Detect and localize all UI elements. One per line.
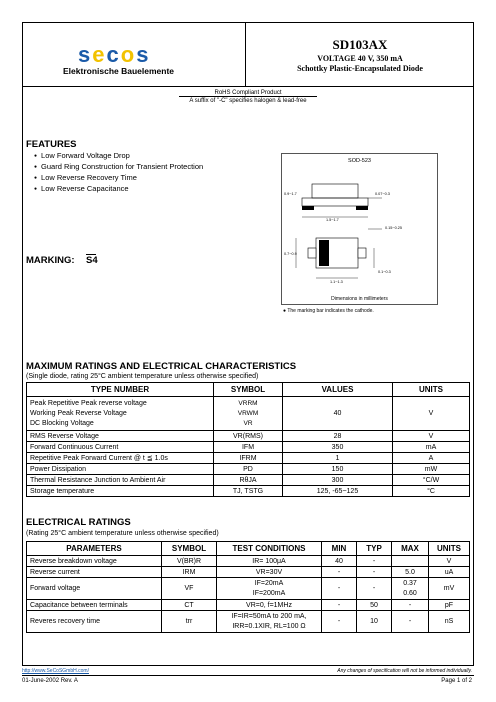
param-cell: Reveres recovery time (27, 611, 162, 633)
param-line: Working Peak Reverse Voltage (30, 409, 127, 417)
symbol-line: VRRM (238, 399, 258, 407)
page-number: Page 1 of 2 (441, 678, 472, 684)
unit-cell: mW (393, 464, 470, 475)
symbol-cell: V(BR)R (162, 556, 217, 567)
feature-item: ● Low Reverse Capacitance (34, 184, 203, 195)
condition-cell (217, 611, 322, 633)
symbol-line: VR (243, 419, 253, 427)
unit-cell: mV (429, 578, 470, 600)
logo-subtitle: Elektronische Bauelemente (63, 66, 175, 76)
dim-label: 1.1~1.3 (330, 280, 343, 284)
unit-cell: pF (429, 600, 470, 611)
package-outline-svg (282, 154, 437, 304)
dim-label: 0.9~1.7 (284, 192, 297, 196)
param-line: DC Blocking Voltage (30, 419, 94, 427)
symbol-cell: IRM (162, 567, 217, 578)
col-header: SYMBOL (214, 383, 283, 397)
dim-label: 0.7~0.9 (284, 252, 297, 256)
dim-label: 1.5~1.7 (326, 218, 339, 222)
min-cell: - (322, 611, 357, 633)
min-cell: 40 (322, 556, 357, 567)
col-header: UNITS (393, 383, 470, 397)
unit-cell: °C (393, 486, 470, 497)
param-cell (27, 397, 214, 431)
col-header: MAX (392, 542, 429, 556)
param-line: Peak Repetitive Peak reverse voltage (30, 399, 147, 407)
symbol-line: VRWM (237, 409, 259, 417)
dim-label: 0.07~0.3 (375, 192, 390, 196)
package-drawing (281, 153, 438, 305)
table-row (27, 431, 470, 442)
symbol-cell: RθJA (214, 475, 283, 486)
website-link[interactable]: http://www.SeCoSGmbH.com/ (22, 668, 89, 674)
feature-item: ● Low Forward Voltage Drop (34, 151, 203, 162)
max-cell (392, 578, 429, 600)
max-cell: 5.0 (392, 567, 429, 578)
param-cell: Reverse breakdown voltage (27, 556, 162, 567)
elec-ratings-table (26, 541, 470, 633)
col-header: VALUES (283, 383, 393, 397)
col-header: SYMBOL (162, 542, 217, 556)
condition-line: IF=IR=50mA to 200 mA, (231, 612, 307, 620)
value-cell: 28 (283, 431, 393, 442)
symbol-cell: CT (162, 600, 217, 611)
table-row (27, 556, 470, 567)
max-line: 0.60 (403, 589, 417, 597)
marking-value: S4 (86, 255, 98, 266)
rohs-line2: A suffix of "-C" specifies halogen & lead-free (189, 98, 307, 104)
condition-cell: IR= 100μA (217, 556, 322, 567)
value-cell: 300 (283, 475, 393, 486)
condition-line: IRR=0.1XIR, RL=100 Ω (232, 622, 306, 630)
cathode-note: ● The marking bar indicates the cathode. (283, 308, 374, 314)
col-header: TYPE NUMBER (27, 383, 214, 397)
condition-cell (217, 578, 322, 600)
rohs-line1: RoHS Compliant Product (214, 90, 282, 96)
value-cell: 125, -65~125 (283, 486, 393, 497)
features-list (34, 151, 203, 195)
table-row (27, 453, 470, 464)
unit-cell: nS (429, 611, 470, 633)
min-cell: - (322, 600, 357, 611)
max-line: 0.37 (403, 579, 417, 587)
footer-divider (22, 675, 474, 676)
marking-label: MARKING: (26, 255, 75, 266)
unit-cell: V (393, 431, 470, 442)
features-title: FEATURES (26, 139, 77, 150)
param-cell: Capacitance between terminals (27, 600, 162, 611)
condition-line: IF=200mA (252, 589, 286, 597)
param-cell: Forward Continuous Current (27, 442, 214, 453)
table-row (27, 611, 470, 633)
company-logo: secos (78, 42, 151, 67)
value-cell: 350 (283, 442, 393, 453)
dimensions-note: Dimensions in millimeters (331, 296, 388, 302)
symbol-cell: VR(RMS) (214, 431, 283, 442)
dim-label: 0.1~0.3 (378, 270, 391, 274)
device-description: Schottky Plastic-Encapsulated Diode (297, 64, 423, 73)
symbol-cell (214, 397, 283, 431)
condition-cell: VR=0, f=1MHz (217, 600, 322, 611)
value-cell: 40 (283, 397, 393, 431)
table-row (27, 578, 470, 600)
package-name: SOD-523 (348, 158, 371, 164)
table-row (27, 567, 470, 578)
param-cell: RMS Reverse Voltage (27, 431, 214, 442)
max-cell (392, 556, 429, 567)
table-row (27, 486, 470, 497)
elec-ratings-subtitle: (Rating 25°C ambient temperature unless otherwise specified) (26, 530, 219, 537)
min-cell: - (322, 578, 357, 600)
condition-cell: VR=30V (217, 567, 322, 578)
symbol-cell: VF (162, 578, 217, 600)
unit-cell: V (429, 556, 470, 567)
max-ratings-subtitle: (Single diode, rating 25°C ambient temperature unless otherwise specified) (26, 373, 259, 380)
max-ratings-table (26, 382, 470, 497)
param-cell: Repetitive Peak Forward Current @ t ≦ 1.0s (27, 453, 214, 464)
param-cell: Power Dissipation (27, 464, 214, 475)
feature-item: ● Low Reverse Recovery Time (34, 173, 203, 184)
cathode-note-text: The marking bar indicates the cathode. (287, 308, 374, 314)
min-cell: - (322, 567, 357, 578)
unit-cell: V (393, 397, 470, 431)
unit-cell: uA (429, 567, 470, 578)
col-header: MIN (322, 542, 357, 556)
symbol-cell: PD (214, 464, 283, 475)
col-header: UNITS (429, 542, 470, 556)
voltage-rating: VOLTAGE 40 V, 350 mA (317, 54, 403, 63)
table-row (27, 475, 470, 486)
param-cell: Storage temperature (27, 486, 214, 497)
symbol-cell: IFM (214, 442, 283, 453)
symbol-cell: TJ, TSTG (214, 486, 283, 497)
typ-cell: - (357, 578, 392, 600)
value-cell: 1 (283, 453, 393, 464)
change-notice: Any changes of specification will not be informed individually. (337, 668, 472, 674)
max-cell: - (392, 600, 429, 611)
table-header-row (27, 383, 470, 397)
symbol-cell: trr (162, 611, 217, 633)
unit-cell: mA (393, 442, 470, 453)
col-header: TEST CONDITIONS (217, 542, 322, 556)
param-cell: Reverse current (27, 567, 162, 578)
typ-cell: 10 (357, 611, 392, 633)
table-row (27, 600, 470, 611)
table-row (27, 442, 470, 453)
revision-date: 01-June-2002 Rev. A (22, 678, 78, 684)
feature-item: ● Guard Ring Construction for Transient Protection (34, 162, 203, 173)
unit-cell: A (393, 453, 470, 464)
max-cell: - (392, 611, 429, 633)
max-ratings-title: MAXIMUM RATINGS AND ELECTRICAL CHARACTERISTICS (26, 361, 297, 372)
symbol-cell: IFRM (214, 453, 283, 464)
table-row (27, 464, 470, 475)
elec-ratings-title: ELECTRICAL RATINGS (26, 517, 131, 528)
table-header-row (27, 542, 470, 556)
marking-bar (86, 254, 96, 255)
condition-line: IF=20mA (254, 579, 284, 587)
col-header: PARAMETERS (27, 542, 162, 556)
unit-cell: °C/W (393, 475, 470, 486)
dim-label: 0.15~0.25 (385, 226, 402, 230)
typ-cell: - (357, 556, 392, 567)
typ-cell: - (357, 567, 392, 578)
typ-cell: 50 (357, 600, 392, 611)
param-cell: Thermal Resistance Junction to Ambient Air (27, 475, 214, 486)
rohs-underline (179, 96, 317, 97)
col-header: TYP (357, 542, 392, 556)
table-row (27, 397, 470, 431)
part-number: SD103AX (332, 37, 388, 52)
value-cell: 150 (283, 464, 393, 475)
param-cell: Forward voltage (27, 578, 162, 600)
